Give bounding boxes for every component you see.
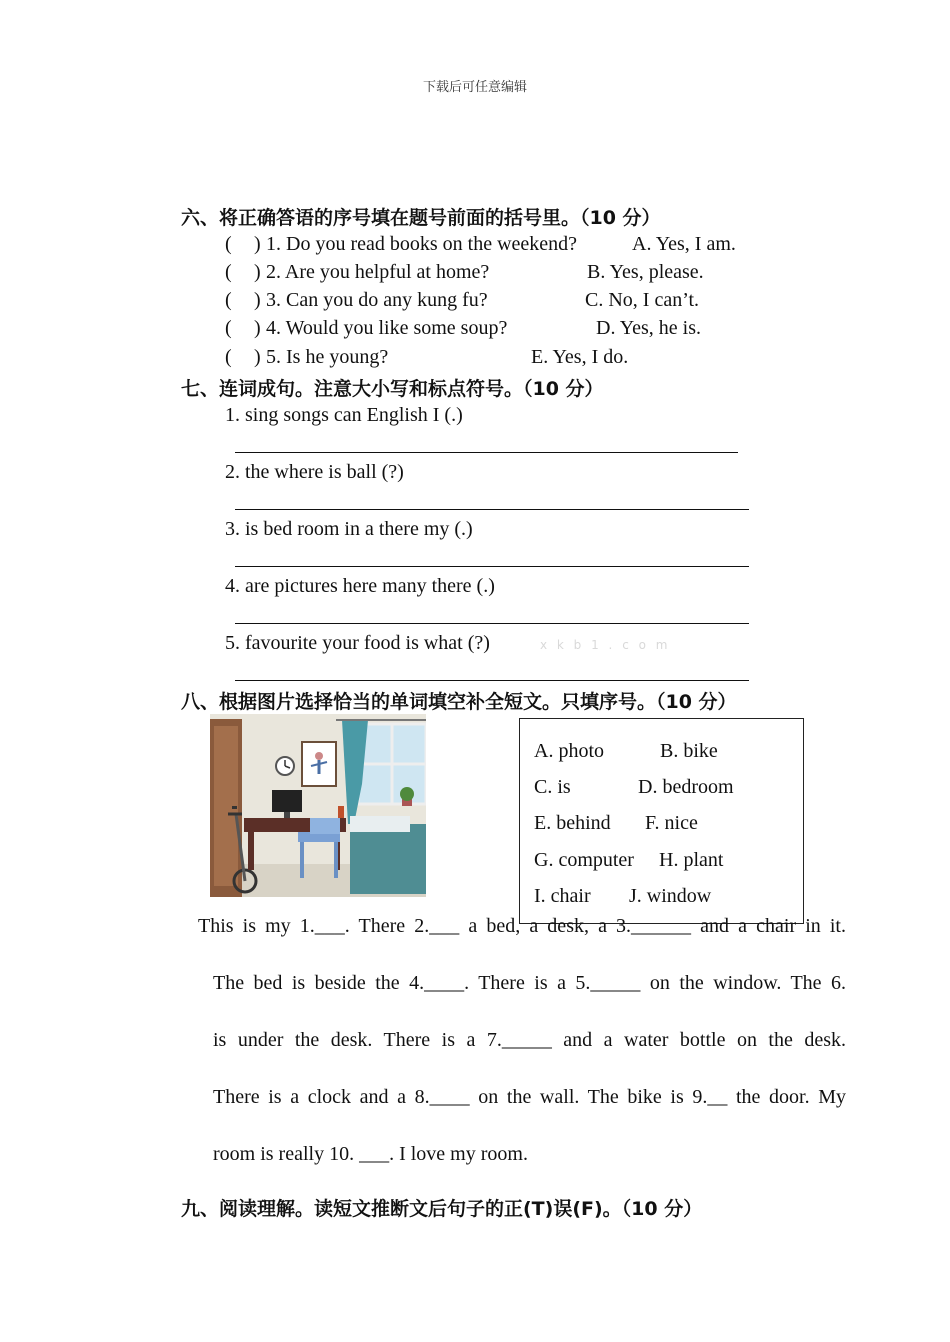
section-7-title: 七、连词成句。注意大小写和标点符号。（10 分） (181, 378, 604, 400)
question-text: 2. Are you helpful at home? (266, 261, 490, 283)
answer-option: A. Yes, I am. (632, 233, 736, 255)
answer-option: D. Yes, he is. (596, 317, 702, 339)
question-text: 1. Do you read books on the weekend? (266, 233, 578, 255)
scrambled-sentence: 4. are pictures here many there (.) (225, 575, 495, 597)
answer-line[interactable] (235, 509, 749, 510)
paren-close: ) (254, 289, 261, 311)
word-option: G. computer (534, 849, 634, 871)
word-option: H. plant (659, 849, 724, 871)
word-option: J. window (629, 885, 712, 907)
word-option: B. bike (660, 740, 718, 762)
passage-line: is under the desk. There is a 7._____ and a water bottle on the desk. (213, 1029, 846, 1051)
word-option: I. chair (534, 885, 591, 907)
paren-open: ( (225, 317, 232, 339)
paren-close: ) (254, 346, 261, 368)
answer-line[interactable] (235, 566, 749, 567)
answer-option: B. Yes, please. (587, 261, 704, 283)
paren-open: ( (225, 289, 232, 311)
question-text: 3. Can you do any kung fu? (266, 289, 488, 311)
word-option: F. nice (645, 812, 698, 834)
section-6-title: 六、将正确答语的序号填在题号前面的括号里。（10 分） (181, 207, 661, 229)
bedroom-picture (210, 714, 426, 897)
paren-close: ) (254, 317, 261, 339)
paren-open: ( (225, 261, 232, 283)
answer-option: E. Yes, I do. (531, 346, 629, 368)
header-note: 下载后可任意编辑 (422, 80, 527, 95)
passage-line: There is a clock and a 8.____ on the wall. The bike is 9.__ the door. My (213, 1086, 846, 1108)
answer-line[interactable] (235, 680, 749, 681)
paren-close: ) (254, 233, 261, 255)
answer-line[interactable] (235, 623, 749, 624)
watermark: x k b 1 . c o m (540, 638, 671, 652)
word-option: E. behind (534, 812, 611, 834)
paren-open: ( (225, 346, 232, 368)
word-option: C. is (534, 776, 571, 798)
passage-line: This is my 1.___. There 2.___ a bed, a desk, a 3.______ and a chair in it. (198, 915, 846, 937)
word-option: D. bedroom (638, 776, 734, 798)
paren-open: ( (225, 233, 232, 255)
answer-line[interactable] (235, 452, 738, 453)
word-option: A. photo (534, 740, 604, 762)
scrambled-sentence: 2. the where is ball (?) (225, 461, 404, 483)
passage-line: room is really 10. ___. I love my room. (213, 1143, 528, 1165)
scrambled-sentence: 1. sing songs can English I (.) (225, 404, 463, 426)
word-options-box (519, 718, 804, 924)
question-text: 5. Is he young? (266, 346, 389, 368)
passage-line: The bed is beside the 4.____. There is a 5._____ on the window. The 6. (213, 972, 846, 994)
paren-close: ) (254, 261, 261, 283)
section-8-title: 八、根据图片选择恰当的单词填空补全短文。只填序号。（10 分） (181, 691, 737, 713)
section-9-title: 九、阅读理解。读短文推断文后句子的正(T)误(F)。（10 分） (181, 1198, 703, 1220)
scrambled-sentence: 5. favourite your food is what (?) (225, 632, 490, 654)
scrambled-sentence: 3. is bed room in a there my (.) (225, 518, 473, 540)
question-text: 4. Would you like some soup? (266, 317, 508, 339)
answer-option: C. No, I can’t. (585, 289, 700, 311)
